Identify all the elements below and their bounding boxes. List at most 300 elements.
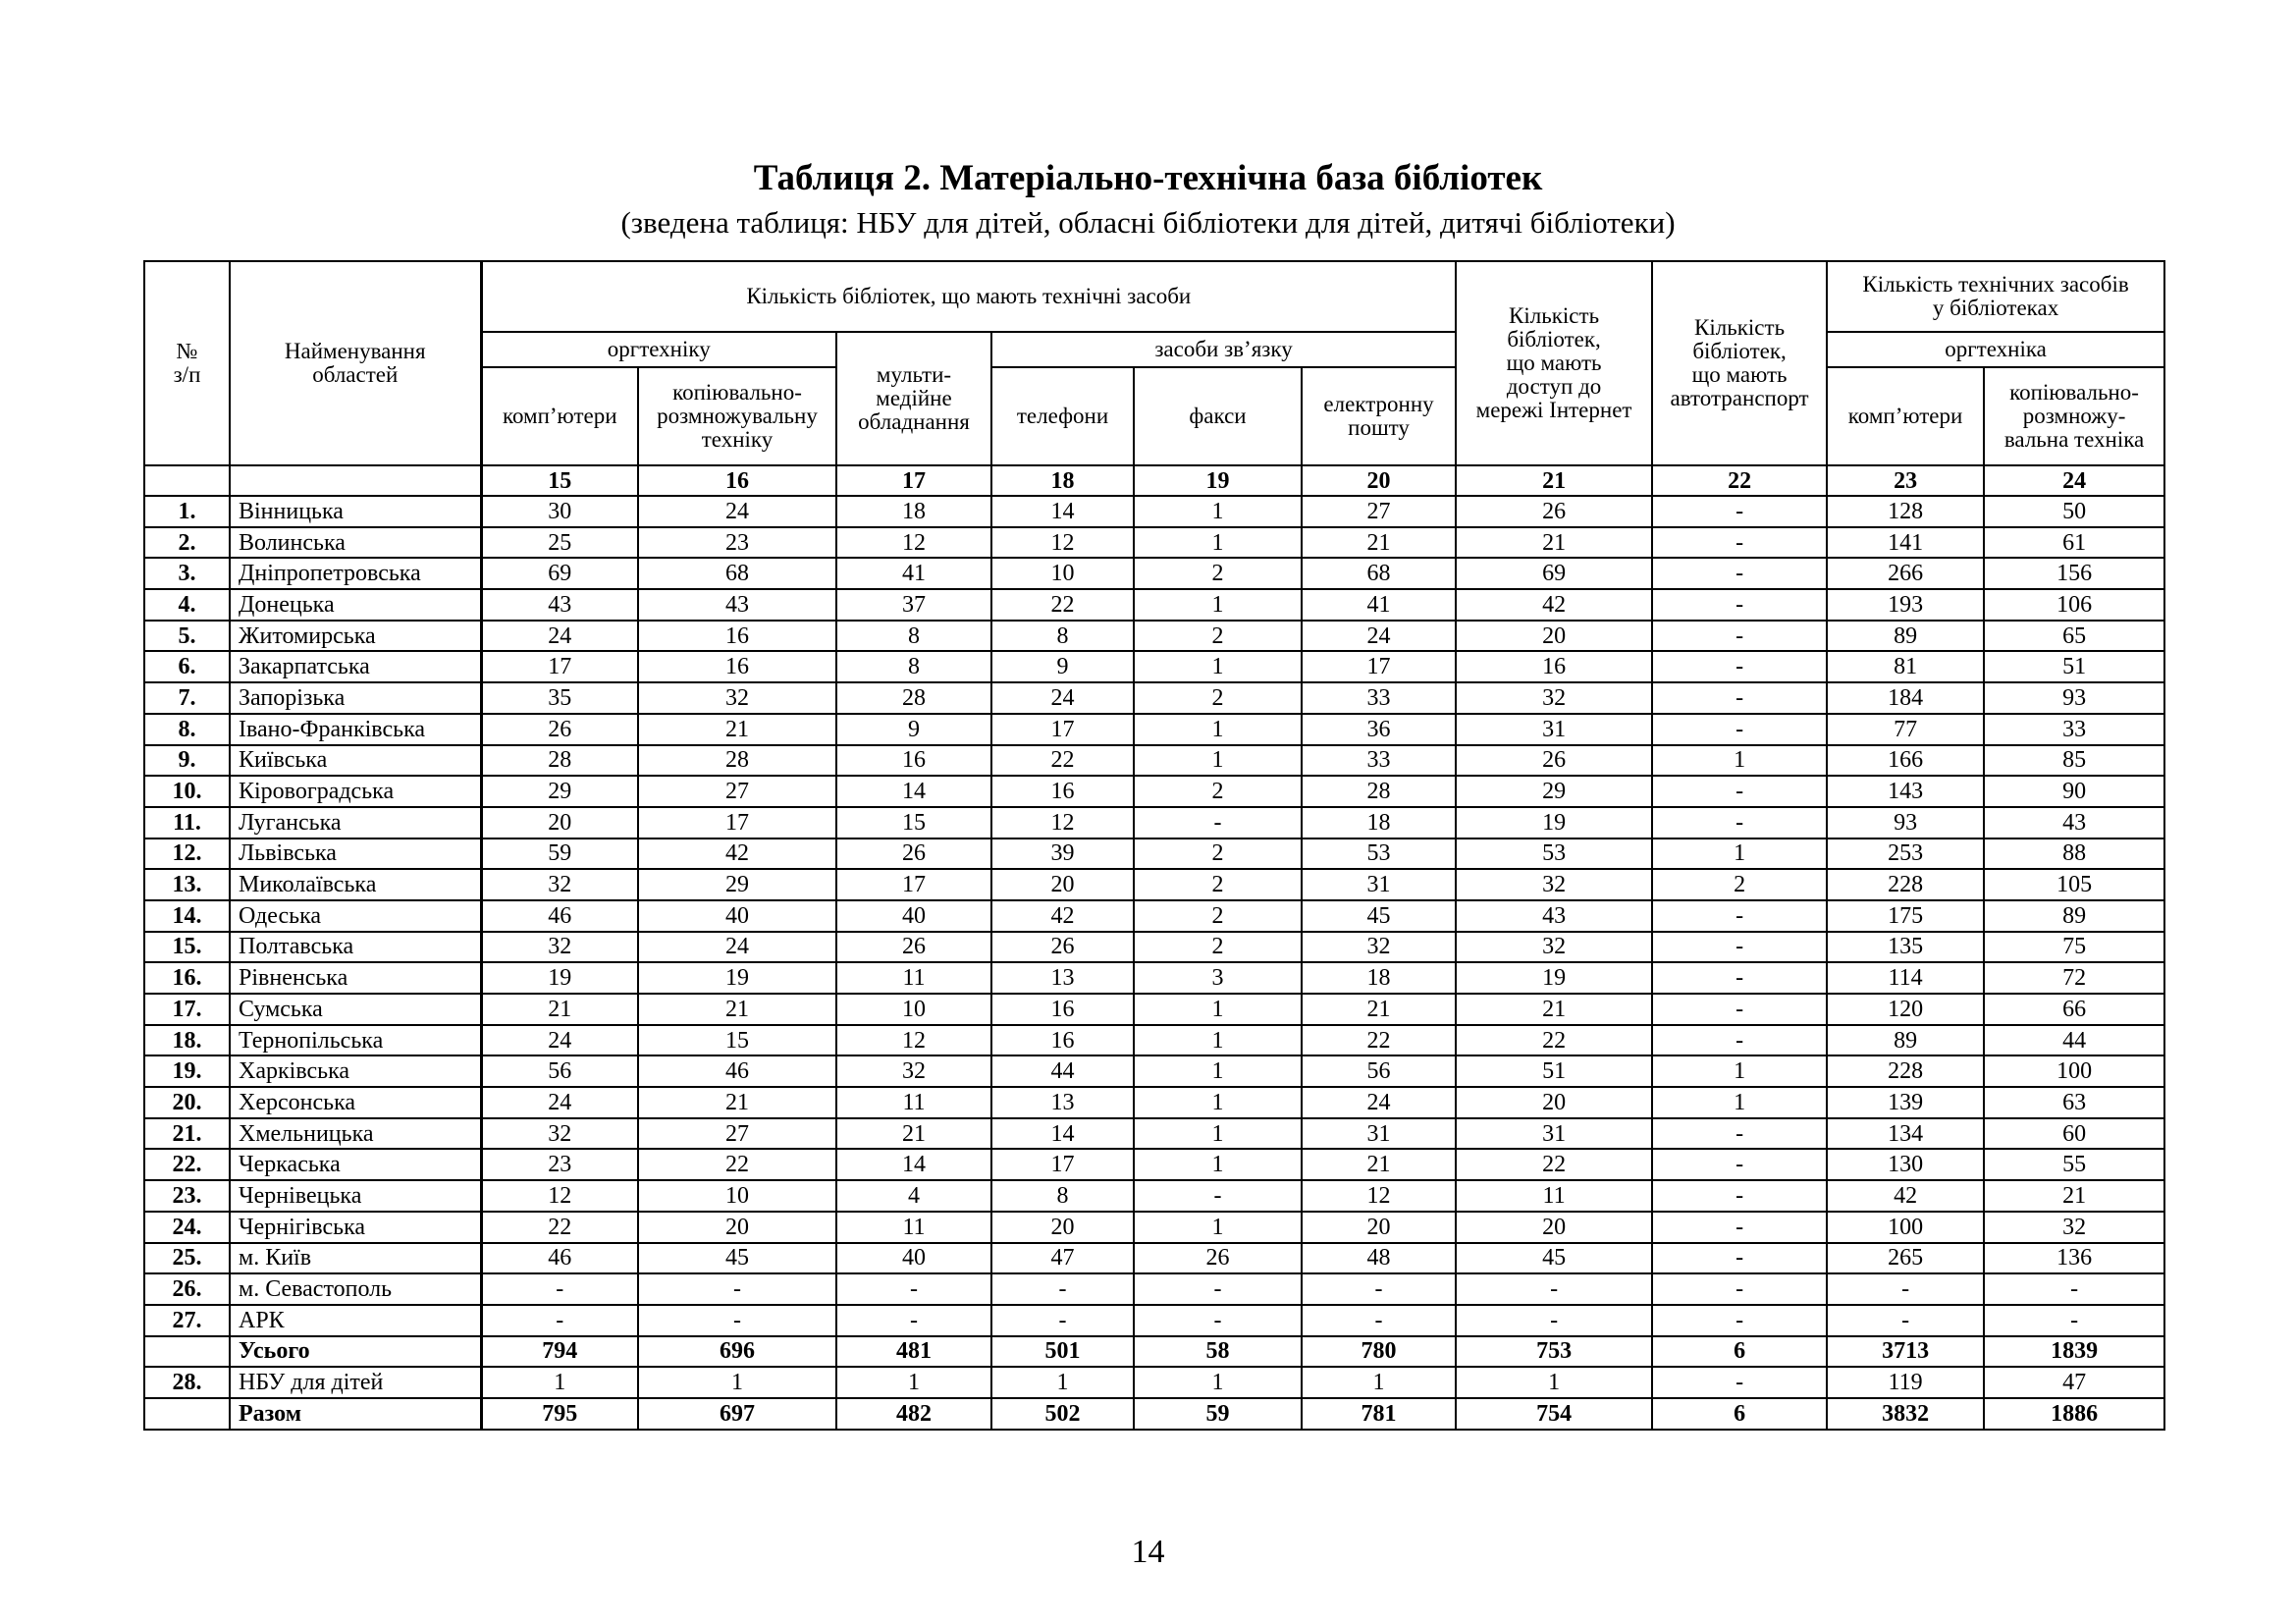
- value-cell: 24: [638, 496, 836, 527]
- value-cell: -: [1652, 1273, 1827, 1305]
- value-cell: 266: [1827, 558, 1984, 589]
- value-cell: -: [1134, 807, 1302, 839]
- row-number: 23.: [144, 1180, 230, 1212]
- value-cell: -: [1652, 714, 1827, 745]
- table-row: [144, 962, 2164, 994]
- table-row: [144, 1398, 2164, 1430]
- value-cell: -: [1302, 1273, 1456, 1305]
- value-cell: 120: [1827, 994, 1984, 1025]
- value-cell: 1: [1652, 839, 1827, 870]
- value-cell: 10: [638, 1180, 836, 1212]
- value-cell: 794: [481, 1336, 638, 1368]
- value-cell: 1: [991, 1367, 1134, 1398]
- row-number: 6.: [144, 651, 230, 682]
- value-cell: 46: [481, 900, 638, 932]
- region-name: АРК: [230, 1305, 481, 1336]
- value-cell: 46: [481, 1243, 638, 1274]
- value-cell: 29: [638, 869, 836, 900]
- value-cell: 166: [1827, 745, 1984, 777]
- value-cell: 75: [1984, 932, 2164, 963]
- value-cell: 31: [1456, 714, 1652, 745]
- value-cell: 68: [638, 558, 836, 589]
- row-number: 26.: [144, 1273, 230, 1305]
- value-cell: 8: [991, 621, 1134, 652]
- table-row: [144, 1025, 2164, 1056]
- value-cell: -: [1652, 1367, 1827, 1398]
- value-cell: 1: [836, 1367, 991, 1398]
- value-cell: -: [1652, 776, 1827, 807]
- table-row: [144, 1273, 2164, 1305]
- value-cell: 780: [1302, 1336, 1456, 1368]
- value-cell: 1: [1134, 527, 1302, 559]
- value-cell: 22: [1456, 1149, 1652, 1180]
- value-cell: 89: [1827, 621, 1984, 652]
- value-cell: 32: [481, 1118, 638, 1150]
- table-row: [144, 621, 2164, 652]
- value-cell: 22: [991, 589, 1134, 621]
- value-cell: 175: [1827, 900, 1984, 932]
- row-number: 20.: [144, 1087, 230, 1118]
- value-cell: 20: [1302, 1212, 1456, 1243]
- value-cell: 2: [1134, 558, 1302, 589]
- value-cell: 15: [638, 1025, 836, 1056]
- value-cell: 1: [1134, 589, 1302, 621]
- value-cell: -: [1984, 1273, 2164, 1305]
- value-cell: 16: [638, 651, 836, 682]
- table-row: [144, 1118, 2164, 1150]
- value-cell: 11: [1456, 1180, 1652, 1212]
- row-number: 22.: [144, 1149, 230, 1180]
- value-cell: -: [1652, 1243, 1827, 1274]
- value-cell: -: [1652, 1212, 1827, 1243]
- value-cell: 6: [1652, 1398, 1827, 1430]
- value-cell: 1: [1134, 994, 1302, 1025]
- value-cell: 66: [1984, 994, 2164, 1025]
- value-cell: 482: [836, 1398, 991, 1430]
- library-equipment-table: [143, 260, 2165, 1431]
- value-cell: 90: [1984, 776, 2164, 807]
- value-cell: 1: [1652, 1087, 1827, 1118]
- value-cell: 93: [1984, 682, 2164, 714]
- value-cell: 32: [1302, 932, 1456, 963]
- value-cell: -: [1302, 1305, 1456, 1336]
- value-cell: 17: [836, 869, 991, 900]
- value-cell: 24: [991, 682, 1134, 714]
- value-cell: 119: [1827, 1367, 1984, 1398]
- region-name: Рівненська: [230, 962, 481, 994]
- header-copiers2: копіювально- розмножу- вальна техніка: [1984, 367, 2164, 465]
- value-cell: 1: [1134, 1055, 1302, 1087]
- row-number: [144, 1398, 230, 1430]
- table-row: [144, 1055, 2164, 1087]
- value-cell: 28: [638, 745, 836, 777]
- header-transport: Кількість бібліотек, що мають автотранспорт: [1652, 261, 1827, 465]
- value-cell: 253: [1827, 839, 1984, 870]
- value-cell: -: [1652, 589, 1827, 621]
- header-internet: Кількість бібліотек, що мають доступ до мережі Інтернет: [1456, 261, 1652, 465]
- column-number: 18: [991, 465, 1134, 496]
- value-cell: 697: [638, 1398, 836, 1430]
- value-cell: 47: [1984, 1367, 2164, 1398]
- row-number: 1.: [144, 496, 230, 527]
- value-cell: 228: [1827, 1055, 1984, 1087]
- value-cell: 1: [1134, 1025, 1302, 1056]
- value-cell: 45: [1302, 900, 1456, 932]
- region-name: Запорізька: [230, 682, 481, 714]
- value-cell: 1: [1456, 1367, 1652, 1398]
- value-cell: -: [638, 1305, 836, 1336]
- region-name: Дніпропетровська: [230, 558, 481, 589]
- value-cell: 134: [1827, 1118, 1984, 1150]
- value-cell: -: [1456, 1273, 1652, 1305]
- region-name: Одеська: [230, 900, 481, 932]
- value-cell: 53: [1302, 839, 1456, 870]
- table-row: [144, 1180, 2164, 1212]
- row-number: 5.: [144, 621, 230, 652]
- region-name: Закарпатська: [230, 651, 481, 682]
- value-cell: 1: [1134, 651, 1302, 682]
- value-cell: 21: [1302, 527, 1456, 559]
- column-number: 16: [638, 465, 836, 496]
- value-cell: -: [1652, 496, 1827, 527]
- table-row: [144, 1149, 2164, 1180]
- value-cell: 193: [1827, 589, 1984, 621]
- value-cell: 77: [1827, 714, 1984, 745]
- header-num: № з/п: [144, 261, 230, 465]
- row-number: 15.: [144, 932, 230, 963]
- value-cell: 22: [1302, 1025, 1456, 1056]
- row-number: 16.: [144, 962, 230, 994]
- value-cell: 12: [836, 527, 991, 559]
- value-cell: 130: [1827, 1149, 1984, 1180]
- header-email: електронну пошту: [1302, 367, 1456, 465]
- region-name: Разом: [230, 1398, 481, 1430]
- value-cell: 20: [638, 1212, 836, 1243]
- region-name: Луганська: [230, 807, 481, 839]
- value-cell: 16: [991, 776, 1134, 807]
- value-cell: 55: [1984, 1149, 2164, 1180]
- page-subtitle: (зведена таблиця: НБУ для дітей, обласні бібліотеки для дітей, дитячі бібліотеки): [620, 205, 1676, 240]
- value-cell: 59: [1134, 1398, 1302, 1430]
- value-cell: 18: [836, 496, 991, 527]
- row-number: 7.: [144, 682, 230, 714]
- value-cell: 53: [1456, 839, 1652, 870]
- value-cell: 21: [638, 994, 836, 1025]
- value-cell: 32: [481, 932, 638, 963]
- value-cell: 139: [1827, 1087, 1984, 1118]
- value-cell: 29: [1456, 776, 1652, 807]
- value-cell: 20: [1456, 1087, 1652, 1118]
- value-cell: 1: [1134, 745, 1302, 777]
- value-cell: 30: [481, 496, 638, 527]
- row-number: 9.: [144, 745, 230, 777]
- table-row: [144, 1087, 2164, 1118]
- table-row: [144, 682, 2164, 714]
- value-cell: 21: [836, 1118, 991, 1150]
- value-cell: 26: [836, 839, 991, 870]
- column-number: 17: [836, 465, 991, 496]
- value-cell: 43: [638, 589, 836, 621]
- value-cell: 754: [1456, 1398, 1652, 1430]
- value-cell: 29: [481, 776, 638, 807]
- region-name: Донецька: [230, 589, 481, 621]
- value-cell: 32: [1456, 932, 1652, 963]
- value-cell: 1: [638, 1367, 836, 1398]
- value-cell: 32: [836, 1055, 991, 1087]
- page-title: Таблиця 2. Матеріально-технічна база бібліотек: [753, 158, 1543, 198]
- value-cell: 42: [1827, 1180, 1984, 1212]
- value-cell: 28: [836, 682, 991, 714]
- region-name: Волинська: [230, 527, 481, 559]
- row-number: 14.: [144, 900, 230, 932]
- value-cell: 40: [638, 900, 836, 932]
- value-cell: 781: [1302, 1398, 1456, 1430]
- value-cell: 1886: [1984, 1398, 2164, 1430]
- value-cell: 696: [638, 1336, 836, 1368]
- value-cell: 24: [481, 1087, 638, 1118]
- table-row: [144, 994, 2164, 1025]
- table-row: [144, 745, 2164, 777]
- value-cell: 61: [1984, 527, 2164, 559]
- region-name: Чернівецька: [230, 1180, 481, 1212]
- value-cell: 46: [638, 1055, 836, 1087]
- value-cell: 17: [638, 807, 836, 839]
- value-cell: 14: [836, 1149, 991, 1180]
- region-name: м. Київ: [230, 1243, 481, 1274]
- value-cell: 21: [1984, 1180, 2164, 1212]
- table-row: [144, 839, 2164, 870]
- value-cell: 21: [638, 714, 836, 745]
- value-cell: 22: [1456, 1025, 1652, 1056]
- region-name: НБУ для дітей: [230, 1367, 481, 1398]
- value-cell: 11: [836, 1212, 991, 1243]
- value-cell: 1: [1134, 714, 1302, 745]
- header-office: оргтехніку: [481, 332, 836, 367]
- value-cell: -: [991, 1273, 1134, 1305]
- value-cell: 32: [638, 682, 836, 714]
- value-cell: 17: [1302, 651, 1456, 682]
- row-number: 19.: [144, 1055, 230, 1087]
- value-cell: 114: [1827, 962, 1984, 994]
- value-cell: -: [1984, 1305, 2164, 1336]
- value-cell: 1: [1134, 1367, 1302, 1398]
- table-row: [144, 496, 2164, 527]
- header-office2: оргтехніка: [1827, 332, 2164, 367]
- value-cell: 20: [1456, 1212, 1652, 1243]
- value-cell: 1: [1302, 1367, 1456, 1398]
- row-number: 18.: [144, 1025, 230, 1056]
- value-cell: -: [481, 1305, 638, 1336]
- value-cell: 26: [1456, 496, 1652, 527]
- table-row: [144, 651, 2164, 682]
- value-cell: 65: [1984, 621, 2164, 652]
- value-cell: 32: [1984, 1212, 2164, 1243]
- value-cell: 60: [1984, 1118, 2164, 1150]
- value-cell: 14: [991, 1118, 1134, 1150]
- value-cell: 2: [1134, 776, 1302, 807]
- value-cell: 27: [638, 776, 836, 807]
- value-cell: 16: [1456, 651, 1652, 682]
- region-name: м. Севастополь: [230, 1273, 481, 1305]
- value-cell: 33: [1984, 714, 2164, 745]
- page-number: 14: [1131, 1534, 1165, 1570]
- value-cell: 100: [1984, 1055, 2164, 1087]
- value-cell: 21: [1456, 527, 1652, 559]
- table-row: [144, 1305, 2164, 1336]
- value-cell: 37: [836, 589, 991, 621]
- value-cell: 228: [1827, 869, 1984, 900]
- value-cell: -: [1652, 1118, 1827, 1150]
- region-name: Кіровоградська: [230, 776, 481, 807]
- region-name: Київська: [230, 745, 481, 777]
- table-row: [144, 527, 2164, 559]
- value-cell: -: [1827, 1273, 1984, 1305]
- row-number: 21.: [144, 1118, 230, 1150]
- value-cell: 3832: [1827, 1398, 1984, 1430]
- value-cell: -: [1652, 807, 1827, 839]
- header-tech-group: Кількість бібліотек, що мають технічні засоби: [481, 261, 1456, 332]
- value-cell: 141: [1827, 527, 1984, 559]
- value-cell: 32: [1456, 682, 1652, 714]
- value-cell: -: [1652, 962, 1827, 994]
- value-cell: 20: [991, 1212, 1134, 1243]
- value-cell: 51: [1984, 651, 2164, 682]
- region-name: Полтавська: [230, 932, 481, 963]
- value-cell: 26: [1134, 1243, 1302, 1274]
- row-number: 25.: [144, 1243, 230, 1274]
- value-cell: 45: [638, 1243, 836, 1274]
- value-cell: 40: [836, 900, 991, 932]
- value-cell: 44: [991, 1055, 1134, 1087]
- column-number: 21: [1456, 465, 1652, 496]
- table-row: [144, 1367, 2164, 1398]
- value-cell: 43: [1456, 900, 1652, 932]
- value-cell: 20: [481, 807, 638, 839]
- column-number: 23: [1827, 465, 1984, 496]
- value-cell: 106: [1984, 589, 2164, 621]
- value-cell: 156: [1984, 558, 2164, 589]
- region-name: Івано-Франківська: [230, 714, 481, 745]
- column-number: 15: [481, 465, 638, 496]
- value-cell: 33: [1302, 745, 1456, 777]
- row-number: 13.: [144, 869, 230, 900]
- value-cell: 35: [481, 682, 638, 714]
- value-cell: 18: [1302, 962, 1456, 994]
- value-cell: 1: [1134, 1118, 1302, 1150]
- row-number: 24.: [144, 1212, 230, 1243]
- value-cell: 18: [1302, 807, 1456, 839]
- value-cell: 502: [991, 1398, 1134, 1430]
- value-cell: 8: [991, 1180, 1134, 1212]
- value-cell: 11: [836, 962, 991, 994]
- region-name: Хмельницька: [230, 1118, 481, 1150]
- value-cell: 39: [991, 839, 1134, 870]
- value-cell: 2: [1652, 869, 1827, 900]
- value-cell: 89: [1984, 900, 2164, 932]
- value-cell: 42: [638, 839, 836, 870]
- value-cell: 12: [481, 1180, 638, 1212]
- value-cell: 17: [991, 1149, 1134, 1180]
- column-number: 22: [1652, 465, 1827, 496]
- value-cell: 19: [1456, 807, 1652, 839]
- table-row: [144, 558, 2164, 589]
- value-cell: 59: [481, 839, 638, 870]
- value-cell: 48: [1302, 1243, 1456, 1274]
- region-name: Миколаївська: [230, 869, 481, 900]
- header-phones: телефони: [991, 367, 1134, 465]
- value-cell: 33: [1302, 682, 1456, 714]
- header-name: Найменування областей: [230, 261, 481, 465]
- value-cell: -: [1827, 1305, 1984, 1336]
- value-cell: -: [1652, 1025, 1827, 1056]
- value-cell: 24: [481, 621, 638, 652]
- row-number: 28.: [144, 1367, 230, 1398]
- table-row: [144, 1243, 2164, 1274]
- value-cell: 23: [481, 1149, 638, 1180]
- value-cell: 2: [1134, 621, 1302, 652]
- value-cell: 105: [1984, 869, 2164, 900]
- row-number: 3.: [144, 558, 230, 589]
- row-number: 27.: [144, 1305, 230, 1336]
- value-cell: 56: [481, 1055, 638, 1087]
- value-cell: 32: [481, 869, 638, 900]
- header-computers2: комп’ютери: [1827, 367, 1984, 465]
- value-cell: -: [1134, 1305, 1302, 1336]
- value-cell: -: [836, 1273, 991, 1305]
- value-cell: 3: [1134, 962, 1302, 994]
- value-cell: 753: [1456, 1336, 1652, 1368]
- table-row: [144, 714, 2164, 745]
- header-computers: комп’ютери: [481, 367, 638, 465]
- region-name: Черкаська: [230, 1149, 481, 1180]
- value-cell: 2: [1134, 932, 1302, 963]
- value-cell: 1: [1134, 1149, 1302, 1180]
- value-cell: -: [1134, 1180, 1302, 1212]
- value-cell: 25: [481, 527, 638, 559]
- value-cell: 1: [1134, 496, 1302, 527]
- value-cell: 24: [1302, 1087, 1456, 1118]
- row-number: 8.: [144, 714, 230, 745]
- value-cell: -: [1652, 932, 1827, 963]
- value-cell: -: [1652, 682, 1827, 714]
- header-tech-count-group: Кількість технічних засобів у бібліотеках: [1827, 261, 2164, 332]
- value-cell: 20: [1456, 621, 1652, 652]
- value-cell: 16: [836, 745, 991, 777]
- table-row: [144, 807, 2164, 839]
- value-cell: 265: [1827, 1243, 1984, 1274]
- value-cell: 20: [991, 869, 1134, 900]
- value-cell: 3713: [1827, 1336, 1984, 1368]
- value-cell: 21: [638, 1087, 836, 1118]
- value-cell: 93: [1827, 807, 1984, 839]
- value-cell: 69: [481, 558, 638, 589]
- value-cell: 12: [991, 807, 1134, 839]
- value-cell: 26: [991, 932, 1134, 963]
- value-cell: 14: [836, 776, 991, 807]
- value-cell: 26: [836, 932, 991, 963]
- value-cell: 40: [836, 1243, 991, 1274]
- region-name: Сумська: [230, 994, 481, 1025]
- header-copiers: копіювально- розмножувальну техніку: [638, 367, 836, 465]
- value-cell: 6: [1652, 1336, 1827, 1368]
- value-cell: -: [836, 1305, 991, 1336]
- value-cell: 1: [481, 1367, 638, 1398]
- value-cell: 1: [1134, 1087, 1302, 1118]
- value-cell: 128: [1827, 496, 1984, 527]
- value-cell: 19: [1456, 962, 1652, 994]
- value-cell: -: [1652, 527, 1827, 559]
- row-number: 10.: [144, 776, 230, 807]
